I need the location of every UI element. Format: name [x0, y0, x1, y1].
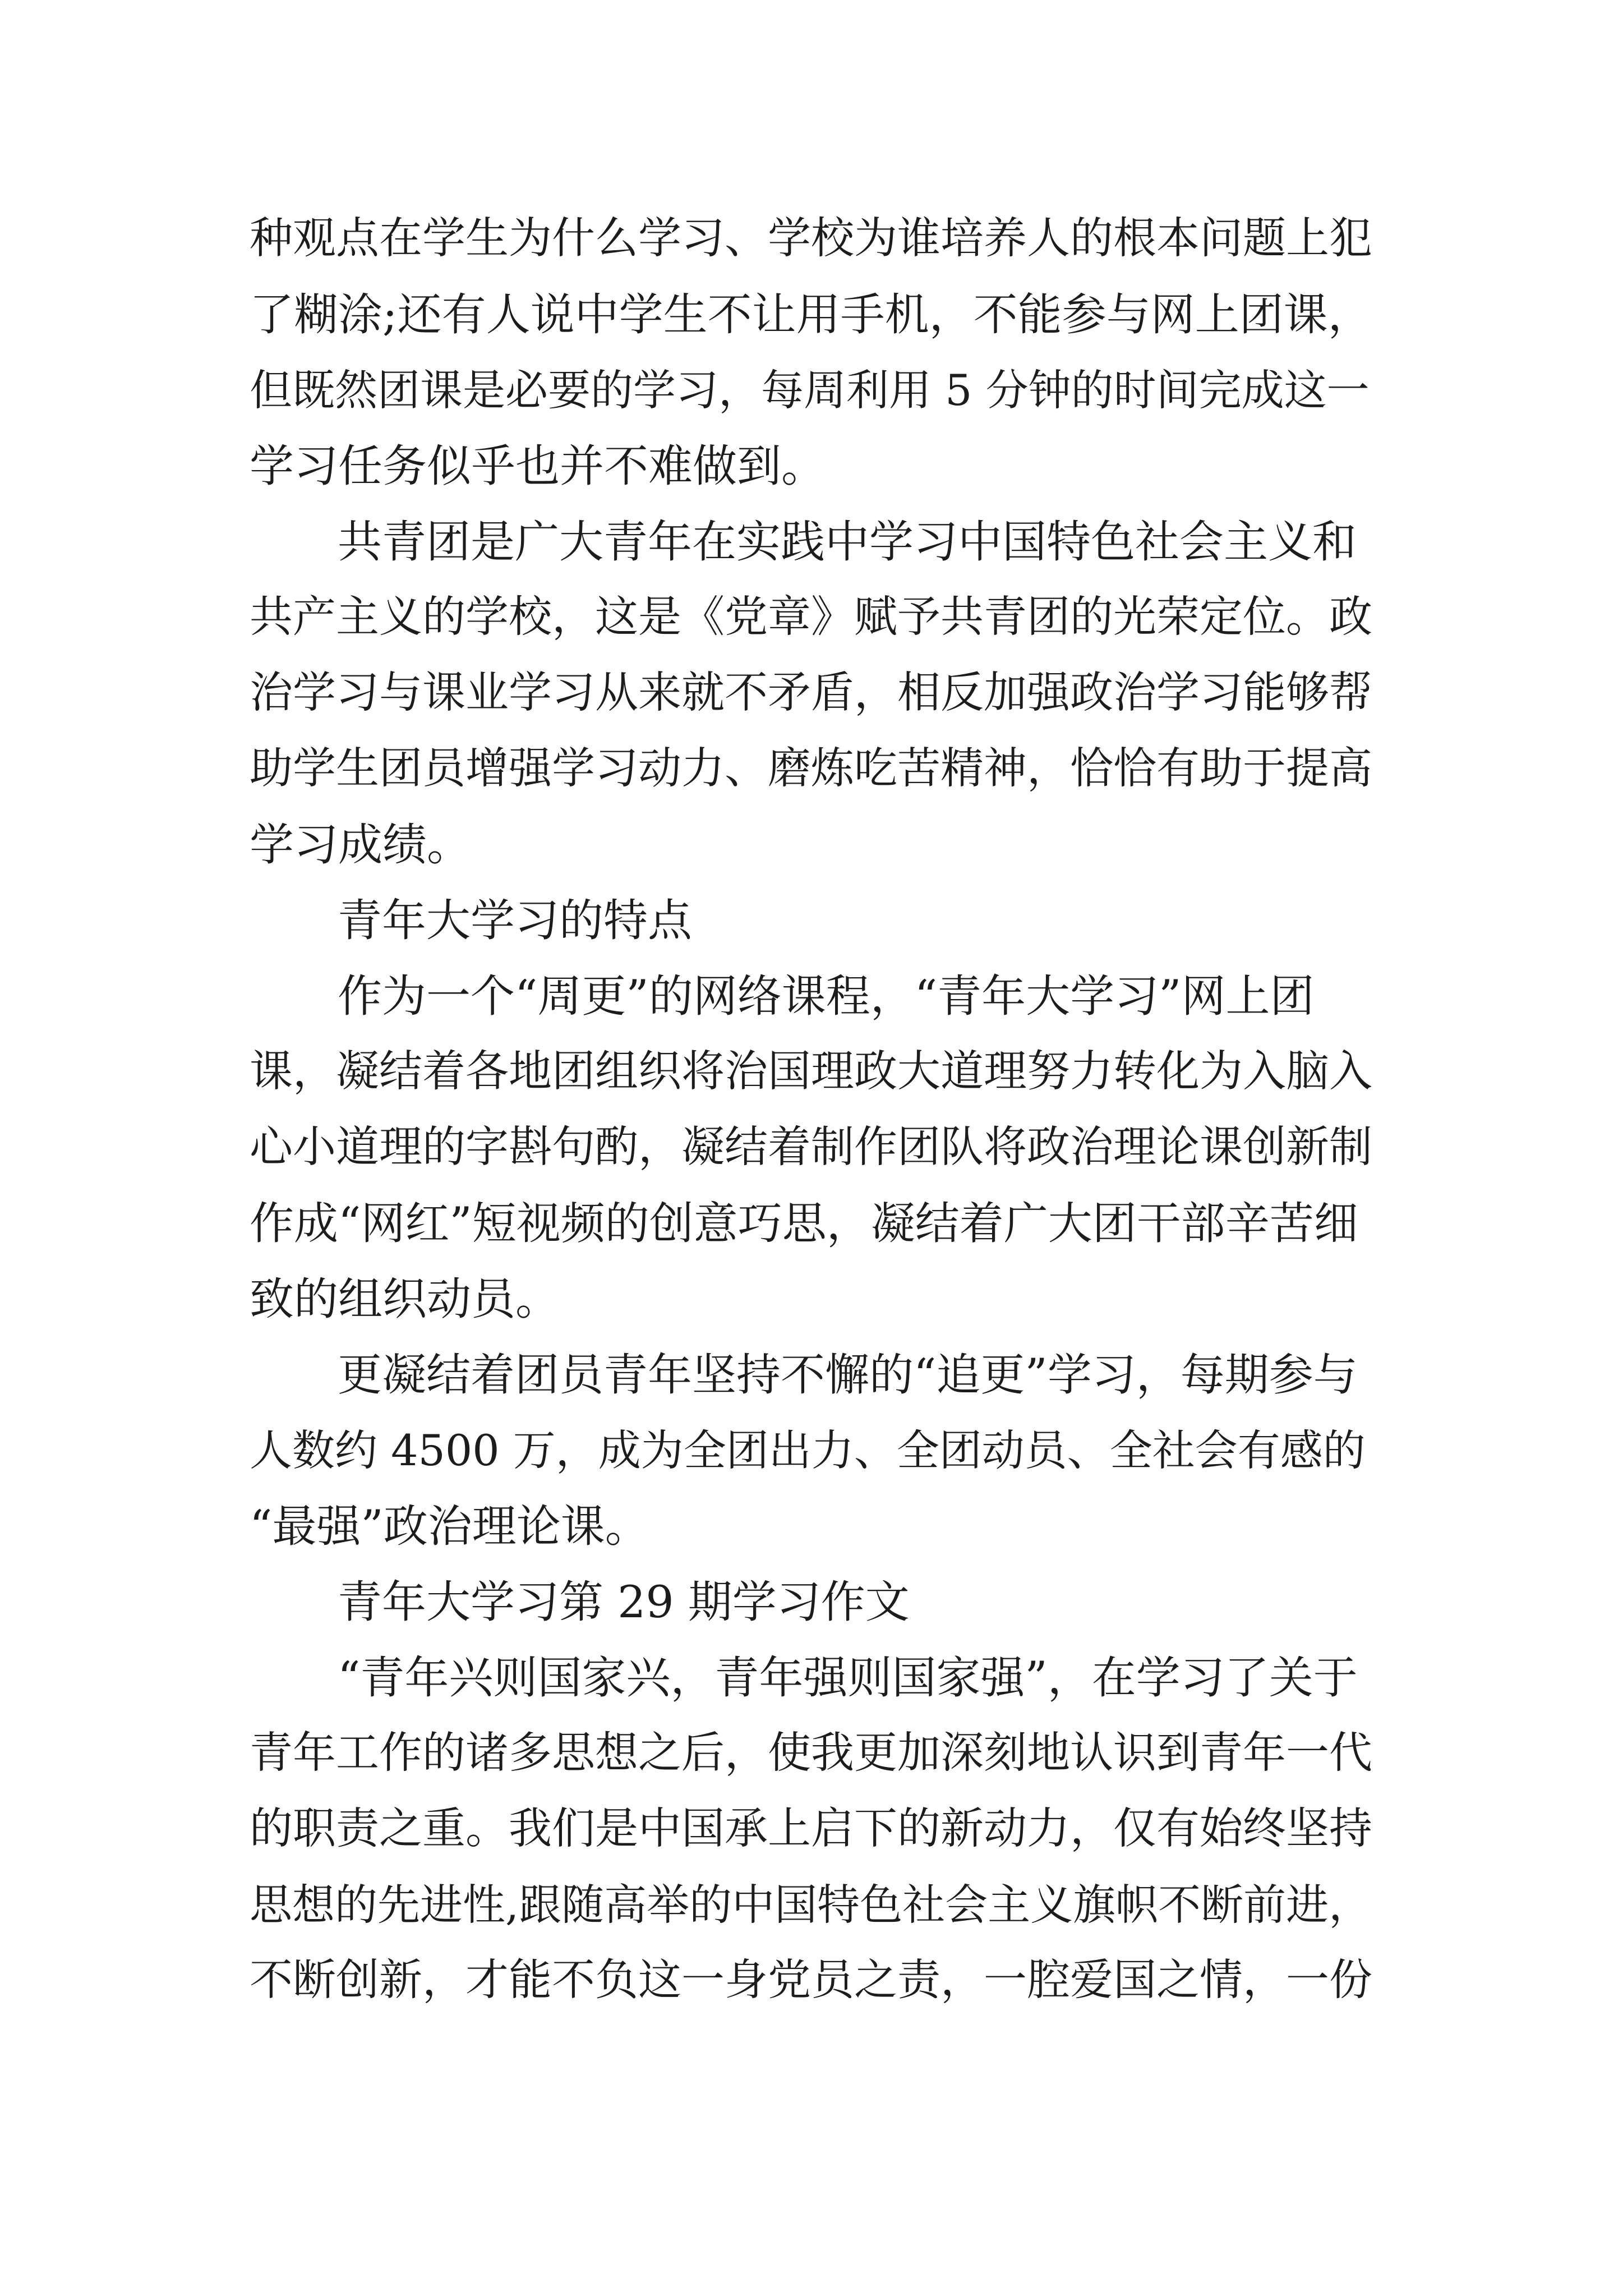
text-line: 人数约 4500 万，成为全团出力、全团动员、全社会有感的: [250, 1425, 1366, 1475]
text-line: 课，凝结着各地团组织将治国理政大道理努力转化为入脑入: [250, 1047, 1372, 1097]
text-line: 学习任务似乎也并不难做到。: [250, 440, 826, 492]
text-line: 种观点在学生为什么学习、学校为谁培养人的根本问题上犯: [250, 214, 1372, 264]
section-heading: 青年大学习第 29 期学习作文: [338, 1576, 910, 1628]
text-line: 的职责之重。我们是中国承上启下的新动力，仅有始终坚持: [250, 1804, 1372, 1854]
text-line: 思想的先进性,跟随高举的中国特色社会主义旗帜不断前进，: [250, 1880, 1372, 1930]
text-line: 学习成绩。: [250, 819, 471, 871]
text-line: “最强”政治理论课。: [250, 1501, 649, 1552]
paragraph-start-line: 更凝结着团员青年坚持不懈的“追更”学习，每期参与: [338, 1349, 1358, 1401]
section-heading: 青年大学习的特点: [338, 895, 692, 946]
text-line: 致的组织动员。: [250, 1273, 560, 1325]
text-line: 不断创新，才能不负这一身党员之责，一腔爱国之情，一份: [250, 1955, 1372, 2005]
paragraph-start-line: 共青团是广大青年在实践中学习中国特色社会主义和: [338, 516, 1357, 568]
paragraph-start-line: “青年兴则国家兴，青年强则国家强”，在学习了关于: [338, 1652, 1358, 1704]
text-line: 但既然团课是必要的学习，每周利用 5 分钟的时间完成这一: [250, 365, 1370, 415]
paragraph-start-line: 作为一个“周更”的网络课程，“青年大学习”网上团: [338, 970, 1315, 1022]
text-line: 治学习与课业学习从来就不矛盾，相反加强政治学习能够帮: [250, 668, 1372, 718]
text-line: 心小道理的字斟句酌，凝结着制作团队将政治理论课创新制: [250, 1122, 1372, 1172]
text-line: 作成“网红”短视频的创意巧思，凝结着广大团干部辛苦细: [250, 1198, 1358, 1249]
text-line: 共产主义的学校，这是《党章》赋予共青团的光荣定位。政: [250, 592, 1372, 642]
text-line: 助学生团员增强学习动力、磨炼吃苦精神，恰恰有助于提高: [250, 744, 1372, 794]
text-line: 了糊涂;还有人说中学生不让用手机，不能参与网上团课，: [250, 289, 1372, 341]
text-line: 青年工作的诸多思想之后，使我更加深刻地认识到青年一代: [250, 1728, 1372, 1778]
